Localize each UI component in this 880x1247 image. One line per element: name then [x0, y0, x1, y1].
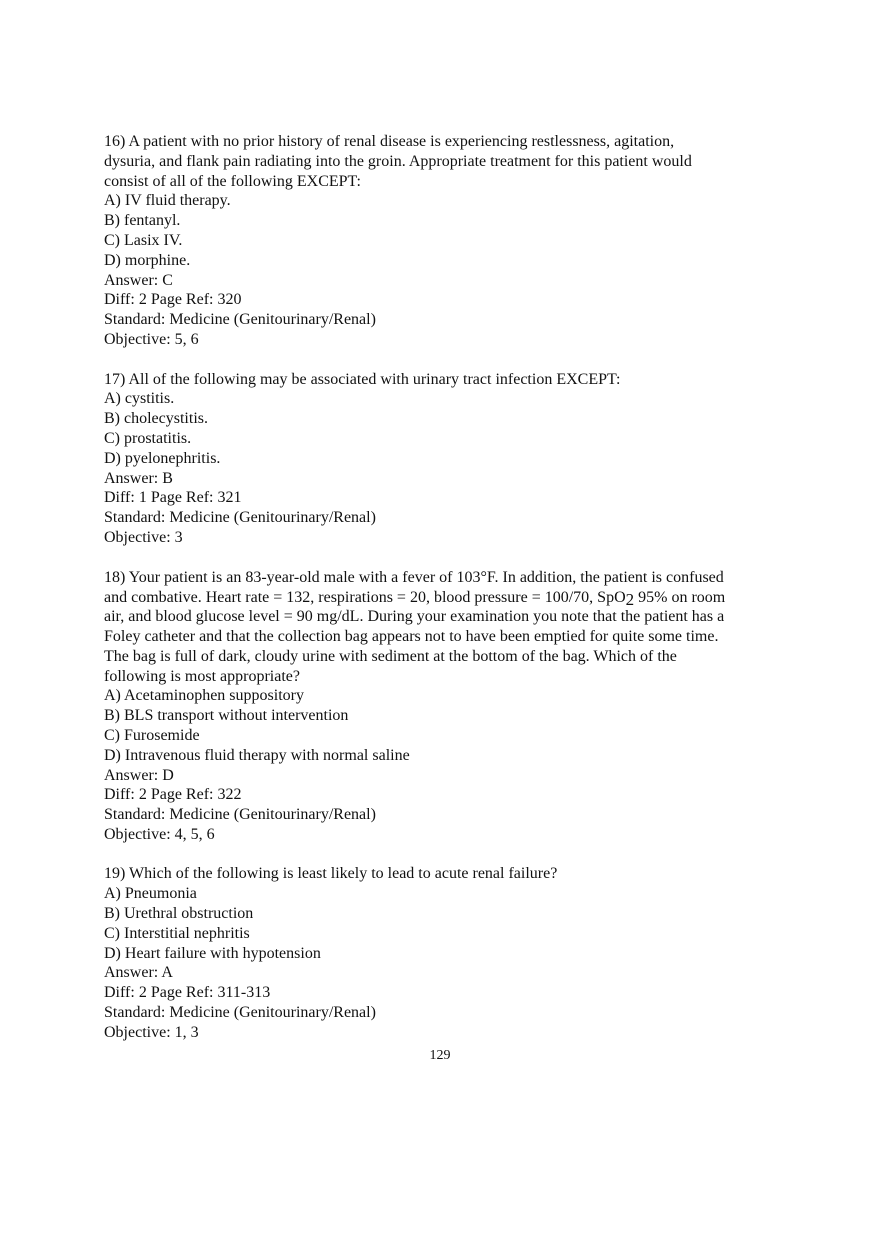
answer-option: B) fentanyl. [104, 212, 181, 230]
answer-option: D) morphine. [104, 251, 191, 269]
standard-line: Standard: Medicine (Genitourinary/Renal) [104, 509, 376, 527]
standard-line: Standard: Medicine (Genitourinary/Renal) [104, 1004, 376, 1022]
answer-option: C) Furosemide [104, 726, 200, 744]
objective-line: Objective: 3 [104, 528, 183, 546]
stem-text: 18) Your patient is an 83-year-old male with a fever of 103°F. In addition, the patient is confused [104, 568, 724, 586]
stem-text: consist of all of the following EXCEPT: [104, 172, 361, 190]
answer-option: C) prostatitis. [104, 429, 192, 447]
stem-text: air, and blood glucose level = 90 mg/dL. During your examination you note that the patient has a [104, 608, 725, 626]
objective-line: Objective: 4, 5, 6 [104, 825, 215, 843]
answer-option: A) Pneumonia [104, 885, 197, 903]
stem-text: 95% on room [634, 589, 726, 607]
answer-option: D) Intravenous fluid therapy with normal saline [104, 746, 410, 764]
answer-line: Answer: D [104, 766, 174, 784]
diff-line: Diff: 2 Page Ref: 320 [104, 291, 242, 309]
diff-line: Diff: 2 Page Ref: 311-313 [104, 984, 271, 1002]
question-stem-line [104, 172, 804, 192]
document-body [104, 132, 804, 1062]
answer-option: A) cystitis. [104, 390, 175, 408]
question-stem-line [104, 864, 804, 884]
answer-option: C) Lasix IV. [104, 231, 183, 249]
stem-text: and combative. Heart rate = 132, respirations = 20, blood pressure = 100/70, SpO [104, 589, 626, 607]
answer-line: Answer: C [104, 271, 173, 289]
answer-option: D) Heart failure with hypotension [104, 944, 321, 962]
page-number: 129 [429, 1048, 451, 1063]
objective-line: Objective: 1, 3 [104, 1023, 199, 1041]
question-stem-line [104, 627, 804, 647]
subscript: 2 [625, 590, 635, 610]
diff-line: Diff: 2 Page Ref: 322 [104, 786, 242, 804]
answer-option: D) pyelonephritis. [104, 449, 221, 467]
stem-text: Foley catheter and that the collection bag appears not to have been emptied for quite some time. [104, 627, 719, 645]
stem-text: 19) Which of the following is least likely to lead to acute renal failure? [104, 865, 558, 883]
question-block [104, 568, 804, 845]
question-block [104, 132, 804, 350]
stem-text: 17) All of the following may be associated with urinary tract infection EXCEPT: [104, 370, 621, 388]
answer-option: B) BLS transport without intervention [104, 707, 349, 725]
objective-line: Objective: 5, 6 [104, 330, 199, 348]
question-stem-line [104, 667, 804, 687]
standard-line: Standard: Medicine (Genitourinary/Renal) [104, 311, 376, 329]
answer-line: Answer: A [104, 964, 173, 982]
question-stem-line [104, 607, 804, 627]
answer-option: B) cholecystitis. [104, 410, 208, 428]
question-stem-line [104, 370, 804, 390]
question-block [104, 864, 804, 1042]
question-stem-line [104, 132, 804, 152]
question-stem-line [104, 152, 804, 172]
stem-text: The bag is full of dark, cloudy urine with sediment at the bottom of the bag. Which of the [104, 647, 677, 665]
question-block [104, 370, 804, 548]
diff-line: Diff: 1 Page Ref: 321 [104, 489, 242, 507]
standard-line: Standard: Medicine (Genitourinary/Renal) [104, 806, 376, 824]
stem-text: following is most appropriate? [104, 667, 300, 685]
question-stem-line [104, 647, 804, 667]
question-stem-line [104, 568, 804, 588]
answer-line: Answer: B [104, 469, 173, 487]
answer-option: A) Acetaminophen suppository [104, 687, 304, 705]
stem-text: 16) A patient with no prior history of renal disease is experiencing restlessness, agitation, [104, 133, 675, 150]
question-stem-line [104, 587, 804, 610]
answer-option: C) Interstitial nephritis [104, 924, 250, 942]
answer-option: B) Urethral obstruction [104, 905, 254, 923]
stem-text: dysuria, and flank pain radiating into the groin. Appropriate treatment for this patient would [104, 152, 692, 170]
answer-option: A) IV fluid therapy. [104, 192, 231, 210]
